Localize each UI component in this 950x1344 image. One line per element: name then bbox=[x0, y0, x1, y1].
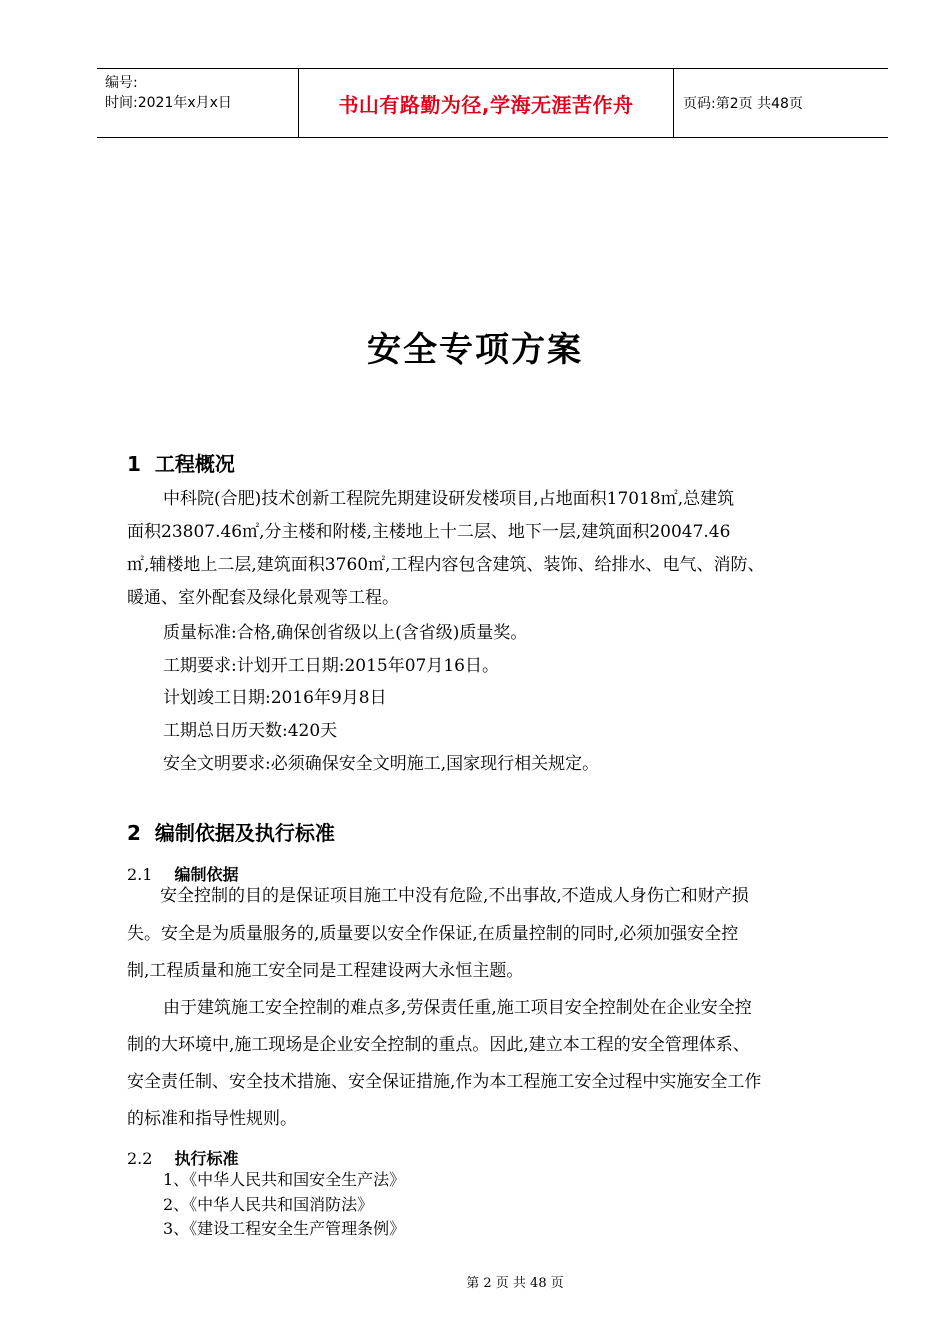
list-item: 3、《建设工程安全生产管理条例》 bbox=[163, 1219, 406, 1238]
paragraph-line: 制,工程质量和施工安全同是工程建设两大永恒主题。 bbox=[127, 961, 524, 981]
section-number: 2 bbox=[127, 821, 141, 845]
header-page-label: 页码:第2页 共48页 bbox=[683, 96, 803, 112]
overview-line: 面积23807.46㎡,分主楼和附楼,主楼地上十二层、地下一层,建筑面积20047.46 bbox=[127, 522, 731, 542]
list-item: 1、《中华人民共和国安全生产法》 bbox=[163, 1170, 406, 1189]
section-2-heading bbox=[127, 817, 335, 846]
paragraph-line: 的标准和指导性规则。 bbox=[127, 1109, 297, 1129]
page-footer: 第 2 页 共 48 页 bbox=[466, 1276, 564, 1291]
header-number-label: 编号: bbox=[105, 75, 138, 91]
header-divider bbox=[673, 69, 674, 137]
section-number: 1 bbox=[127, 452, 141, 476]
schedule-requirement: 工期要求:计划开工日期:2015年07月16日。 bbox=[163, 656, 499, 676]
safety-requirement: 安全文明要求:必须确保安全文明施工,国家现行相关规定。 bbox=[163, 754, 600, 774]
list-item: 2、《中华人民共和国消防法》 bbox=[163, 1195, 374, 1214]
section-1-heading bbox=[127, 448, 235, 477]
paragraph-line: 由于建筑施工安全控制的难点多,劳保责任重,施工项目安全控制处在企业安全控 bbox=[163, 998, 752, 1018]
paragraph-line: 安全控制的目的是保证项目施工中没有危险,不出事故,不造成人身伤亡和财产损 bbox=[160, 886, 749, 906]
subsection-title: 编制依据 bbox=[174, 865, 239, 884]
section-title: 编制依据及执行标准 bbox=[154, 821, 335, 845]
quality-standard: 质量标准:合格,确保创省级以上(含省级)质量奖。 bbox=[163, 623, 528, 643]
duration-days: 工期总日历天数:420天 bbox=[163, 721, 338, 741]
completion-date: 计划竣工日期:2016年9月8日 bbox=[163, 688, 387, 708]
header-motto: 书山有路勤为径,学海无涯苦作舟 bbox=[338, 92, 634, 117]
page-header bbox=[97, 68, 888, 138]
paragraph-line: 制的大环境中,施工现场是企业安全控制的重点。因此,建立本工程的安全管理体系、 bbox=[127, 1035, 750, 1055]
subsection-2-2-heading bbox=[127, 1146, 238, 1169]
paragraph-line: 安全责任制、安全技术措施、安全保证措施,作为本工程施工安全过程中实施安全工作 bbox=[127, 1072, 762, 1092]
subsection-title: 执行标准 bbox=[174, 1149, 239, 1168]
overview-line: 中科院(合肥)技术创新工程院先期建设研发楼项目,占地面积17018㎡,总建筑 bbox=[163, 489, 735, 509]
header-time-label: 时间:2021年x月x日 bbox=[105, 95, 232, 111]
subsection-number: 2.1 bbox=[127, 865, 153, 884]
subsection-number: 2.2 bbox=[127, 1149, 153, 1168]
paragraph-line: 失。安全是为质量服务的,质量要以安全作保证,在质量控制的同时,必须加强安全控 bbox=[127, 924, 739, 944]
overview-line: 暖通、室外配套及绿化景观等工程。 bbox=[127, 588, 399, 608]
header-meta bbox=[105, 73, 300, 113]
section-title: 工程概况 bbox=[154, 452, 235, 476]
overview-line: ㎡,辅楼地上二层,建筑面积3760㎡,工程内容包含建筑、装饰、给排水、电气、消防、 bbox=[127, 555, 765, 575]
document-title: 安全专项方案 bbox=[367, 330, 583, 370]
